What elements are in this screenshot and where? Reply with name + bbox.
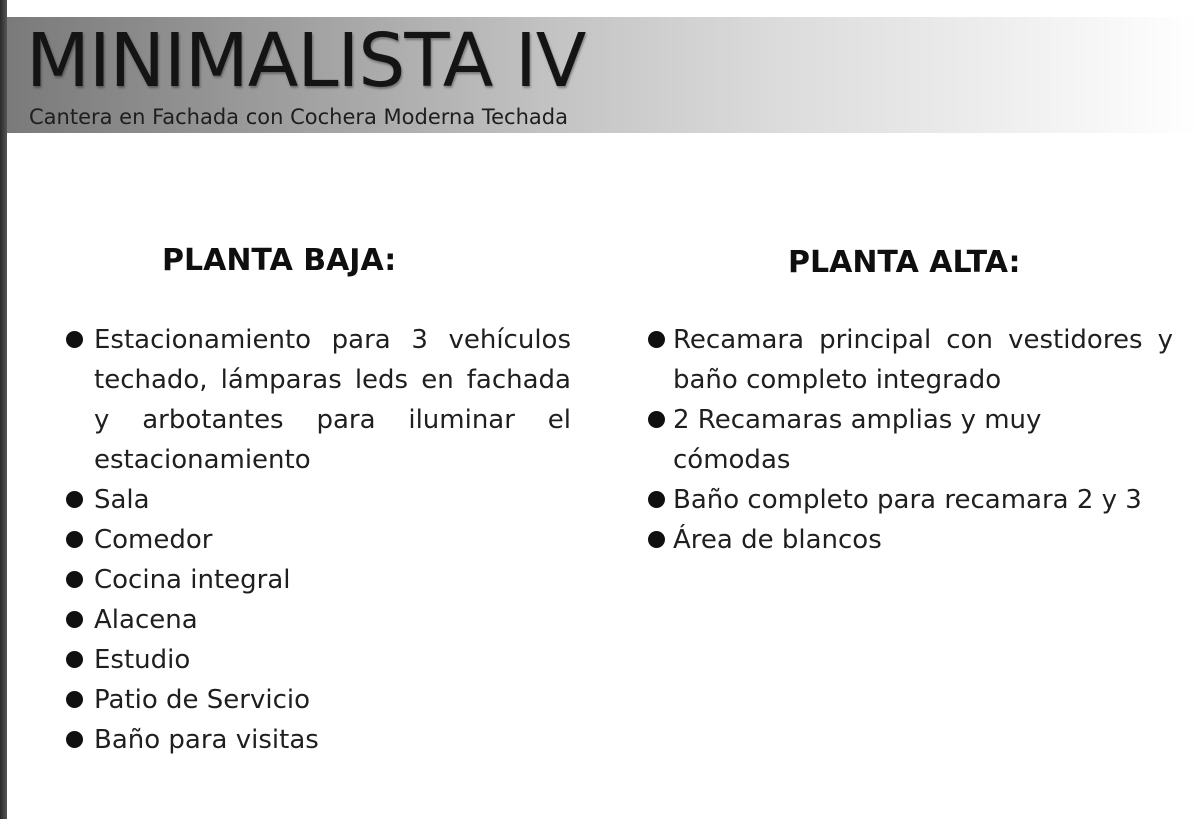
list-item-text: 2 Recamaras amplias y muy cómodas <box>673 405 1042 475</box>
list-item <box>66 680 571 720</box>
bullet-icon <box>66 331 83 348</box>
list-item <box>648 480 1173 520</box>
bullet-icon <box>66 491 83 508</box>
list-item <box>648 400 1173 480</box>
list-item-text: Patio de Servicio <box>94 685 311 715</box>
bullet-icon <box>66 651 83 668</box>
left-edge-border <box>0 0 7 819</box>
bullet-icon <box>648 491 665 508</box>
planta-alta-list <box>648 320 1173 560</box>
bullet-icon <box>648 411 665 428</box>
list-item-text: Recamara principal con vestidores y baño completo integrado <box>673 325 1173 395</box>
list-item-text: Estudio <box>94 645 191 675</box>
planta-baja-list <box>66 320 571 760</box>
list-item-text: Área de blancos <box>673 525 882 555</box>
list-item-text: Baño completo para recamara 2 y 3 <box>673 485 1142 515</box>
list-item-text: Cocina integral <box>94 565 291 595</box>
bullet-icon <box>66 531 83 548</box>
list-item <box>66 520 571 560</box>
bullet-icon <box>66 611 83 628</box>
list-item-text: Sala <box>94 485 150 515</box>
list-item-text: Estacionamiento para 3 vehículos techado, lámparas leds en fachada y arbotantes para iluminar el estacionamiento <box>94 325 571 475</box>
top-strip <box>7 0 1200 17</box>
list-item <box>66 640 571 680</box>
list-item <box>66 600 571 640</box>
planta-alta-heading: PLANTA ALTA: <box>788 245 1021 280</box>
bullet-icon <box>66 691 83 708</box>
list-item <box>66 560 571 600</box>
list-item <box>648 520 1173 560</box>
list-item-text: Alacena <box>94 605 198 635</box>
list-item <box>66 720 571 760</box>
page-subtitle: Cantera en Fachada con Cochera Moderna Techada <box>29 105 568 129</box>
planta-baja-heading: PLANTA BAJA: <box>162 243 397 278</box>
page-title: MINIMALISTA IV <box>26 18 586 104</box>
bullet-icon <box>648 531 665 548</box>
bullet-icon <box>648 331 665 348</box>
list-item-text: Baño para visitas <box>94 725 319 755</box>
list-item <box>648 320 1173 400</box>
bullet-icon <box>66 571 83 588</box>
list-item <box>66 320 571 480</box>
list-item-text: Comedor <box>94 525 213 555</box>
bullet-icon <box>66 731 83 748</box>
list-item <box>66 480 571 520</box>
